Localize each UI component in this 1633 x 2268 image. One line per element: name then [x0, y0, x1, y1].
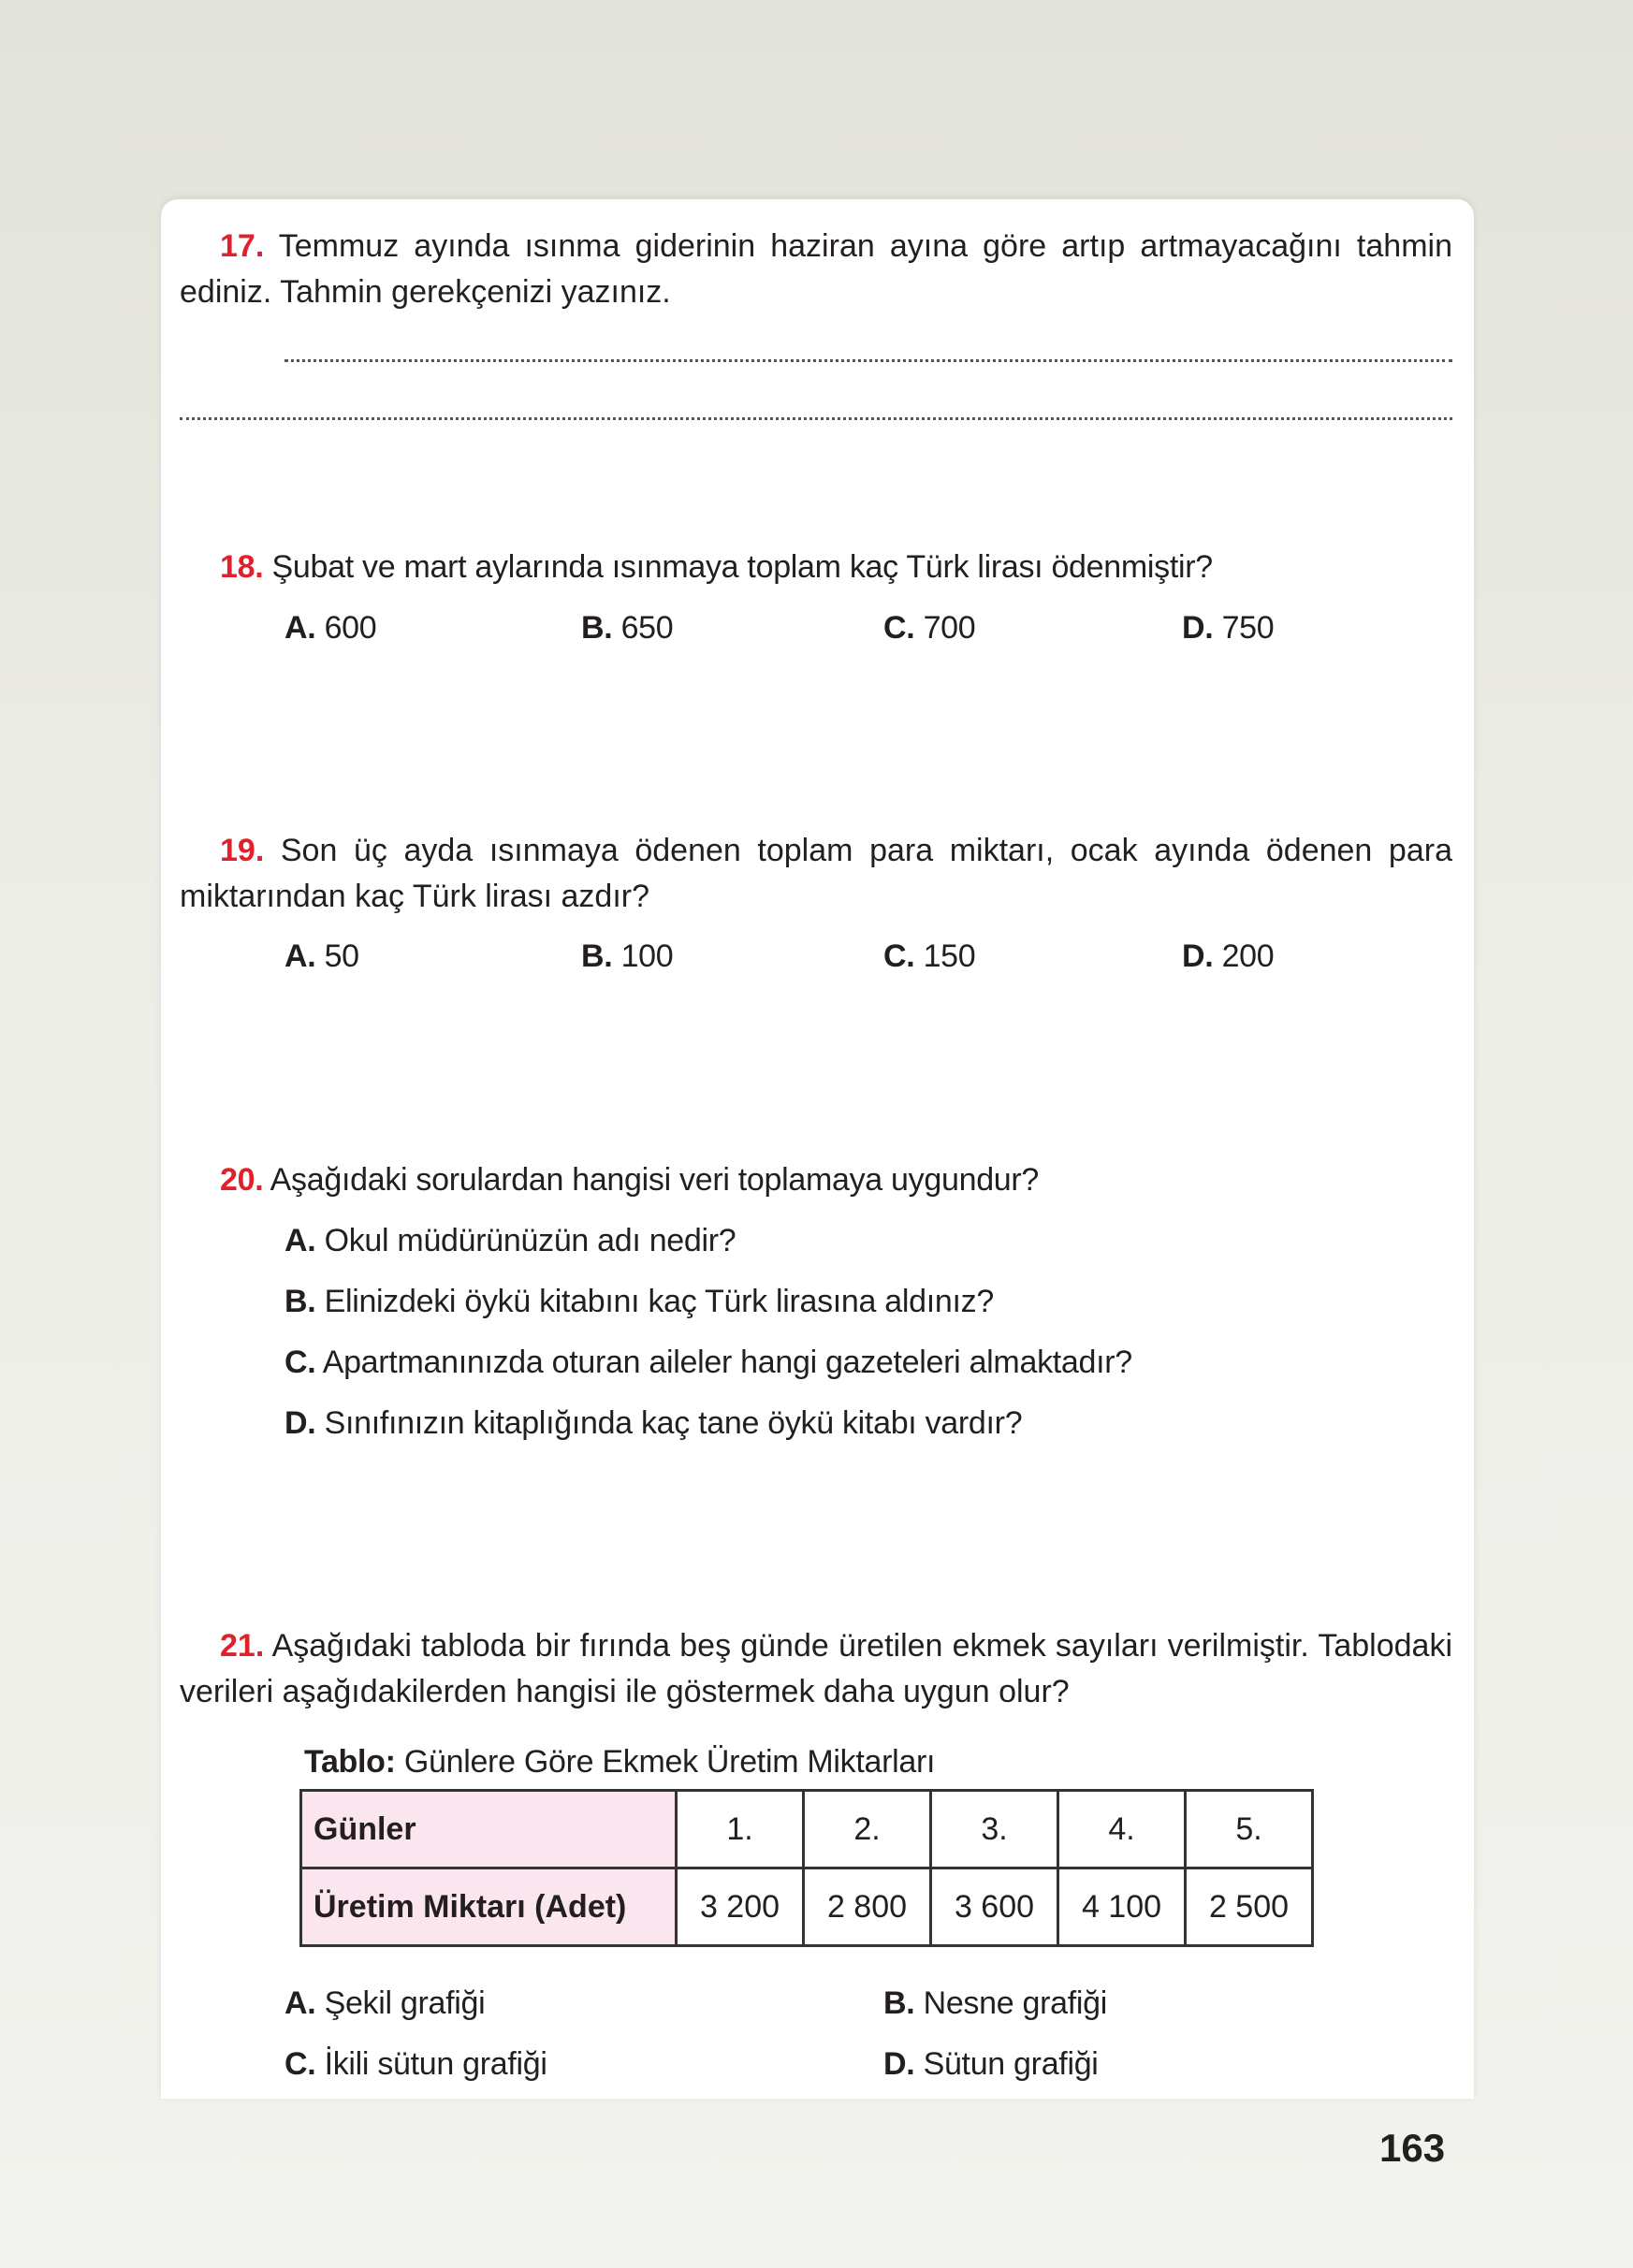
option-c[interactable] [284, 2042, 547, 2086]
question-number: 19. [220, 833, 265, 868]
table-cell: 2. [804, 1791, 931, 1868]
option-text: Şekil grafiği [324, 1985, 486, 2021]
option-text: 150 [923, 938, 976, 974]
table-cell: 3. [931, 1791, 1058, 1868]
option-letter: A. [284, 610, 316, 646]
option-b[interactable] [581, 934, 673, 979]
option-c[interactable] [883, 605, 975, 650]
question-20 [220, 1157, 1039, 1202]
option-text: Nesne grafiği [923, 1985, 1107, 2021]
option-letter: A. [284, 1223, 316, 1258]
caption-label: Tablo: [304, 1744, 396, 1780]
option-a[interactable] [284, 605, 376, 650]
table-cell: 3 200 [677, 1868, 804, 1946]
question-text: Şubat ve mart aylarında ısınmaya toplam kaç Türk lirası ödenmiştir? [271, 549, 1213, 585]
option-text: Apartmanınızda oturan aileler hangi gazeteleri almaktadır? [322, 1345, 1132, 1380]
question-text: Temmuz ayında ısınma giderinin haziran ayına göre artıp artmayacağını tahmin ediniz. Tahmin gerekçenizi yazınız. [180, 228, 1452, 310]
option-letter: C. [284, 1345, 316, 1380]
question-21 [180, 1623, 1452, 1715]
question-number: 21. [220, 1628, 265, 1664]
option-text: 100 [620, 938, 674, 974]
option-text: 50 [324, 938, 359, 974]
option-text: 200 [1221, 938, 1275, 974]
option-letter: B. [581, 610, 613, 646]
option-a[interactable] [284, 1218, 736, 1263]
option-b[interactable] [284, 1279, 994, 1324]
option-d[interactable] [1182, 934, 1274, 979]
option-letter: B. [284, 1284, 316, 1319]
question-18 [220, 545, 1213, 589]
option-letter: C. [883, 610, 915, 646]
table-caption [304, 1739, 935, 1784]
option-letter: D. [284, 1405, 316, 1441]
option-letter: D. [883, 2046, 915, 2082]
table-cell: 4 100 [1058, 1868, 1186, 1946]
option-text: 700 [923, 610, 976, 646]
option-letter: B. [581, 938, 613, 974]
table-row [301, 1868, 1313, 1946]
table-cell: 3 600 [931, 1868, 1058, 1946]
option-b[interactable] [581, 605, 673, 650]
option-letter: D. [1182, 610, 1214, 646]
table-row [301, 1791, 1313, 1868]
option-text: 600 [324, 610, 377, 646]
production-table [299, 1789, 1314, 1947]
option-text: Okul müdürünüzün adı nedir? [324, 1223, 736, 1258]
option-text: 750 [1221, 610, 1275, 646]
option-b[interactable] [883, 1981, 1107, 2026]
answer-line[interactable] [180, 417, 1452, 420]
question-text: Aşağıdaki tabloda bir fırında beş günde üretilen ekmek sayıları verilmiştir. Tablodaki verileri aşağıdakilerden hangisi ile göstermek daha uygun olur? [180, 1628, 1452, 1709]
question-17 [180, 224, 1452, 315]
option-d[interactable] [1182, 605, 1274, 650]
option-text: Sütun grafiği [923, 2046, 1099, 2082]
question-19 [180, 828, 1452, 920]
option-c[interactable] [883, 934, 975, 979]
option-letter: D. [1182, 938, 1214, 974]
page-number: 163 [1379, 2126, 1446, 2170]
table-cell: 5. [1186, 1791, 1313, 1868]
row-header: Günler [301, 1791, 677, 1868]
option-text: 650 [620, 610, 674, 646]
option-d[interactable] [883, 2042, 1099, 2086]
table-cell: 2 800 [804, 1868, 931, 1946]
option-letter: A. [284, 1985, 316, 2021]
table-cell: 1. [677, 1791, 804, 1868]
question-text: Son üç ayda ısınmaya ödenen toplam para miktarı, ocak ayında ödenen para miktarından kaç Türk lirası azdır? [180, 833, 1452, 914]
option-d[interactable] [284, 1401, 1022, 1446]
question-number: 17. [220, 228, 265, 264]
question-number: 18. [220, 549, 264, 585]
option-letter: A. [284, 938, 316, 974]
row-header: Üretim Miktarı (Adet) [301, 1868, 677, 1946]
option-text: İkili sütun grafiği [324, 2046, 547, 2082]
caption-text: Günlere Göre Ekmek Üretim Miktarları [403, 1744, 936, 1780]
option-c[interactable] [284, 1340, 1132, 1385]
option-letter: C. [284, 2046, 316, 2082]
table-cell: 2 500 [1186, 1868, 1313, 1946]
table-cell: 4. [1058, 1791, 1186, 1868]
question-text: Aşağıdaki sorulardan hangisi veri toplamaya uygundur? [270, 1162, 1040, 1198]
option-text: Elinizdeki öykü kitabını kaç Türk lirasına aldınız? [324, 1284, 994, 1319]
answer-line[interactable] [284, 359, 1452, 362]
option-letter: B. [883, 1985, 915, 2021]
option-a[interactable] [284, 934, 359, 979]
question-number: 20. [220, 1162, 264, 1198]
option-a[interactable] [284, 1981, 485, 2026]
option-text: Sınıfınızın kitaplığında kaç tane öykü kitabı vardır? [324, 1405, 1023, 1441]
option-letter: C. [883, 938, 915, 974]
